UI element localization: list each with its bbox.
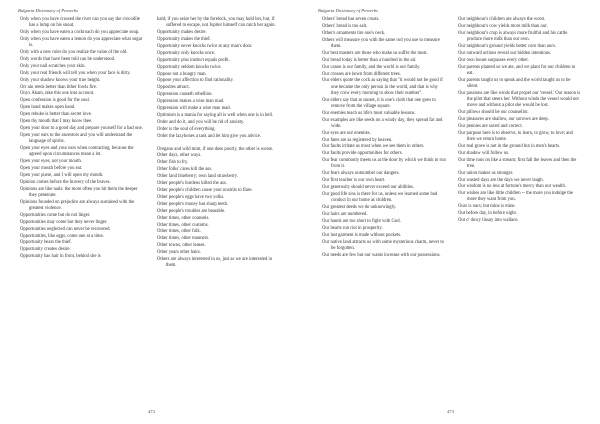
proverb-entry: Our union makes us stronger.	[458, 170, 514, 176]
proverb-entry: Out before day, in before night.	[458, 211, 517, 217]
proverb-entry: Our good life sins is there for us, unless we learned some bad conduct in our home as children.	[322, 192, 438, 204]
proverb-entry: Other people's eggs have two yolks.	[157, 194, 225, 200]
proverb-entry: Other people's burdens killed the ass.	[157, 181, 227, 187]
proverb-entry: Open your eyes and your ears when contracting, because the agreed upon circumstances mean a lot.	[20, 145, 134, 158]
proverb-entry: Oppression causeth rebellion.	[157, 92, 213, 98]
running-head: Bulgaria Dictionary of Proverbs	[18, 8, 78, 13]
proverb-entry: Our elders say that at sunset, it is one's cloth that one goes to remove from the village square.	[322, 97, 436, 109]
proverb-entry: Our hairs are numbered.	[322, 212, 368, 218]
proverb-entry: Opportunity makes the thief.	[157, 36, 211, 42]
proverb-entry: Only when you have eaten a cockroach do you appreciate soup.	[20, 30, 140, 36]
proverb-entry: Only words that have been told can be understood.	[20, 56, 116, 62]
proverb-entry: Open rebuke is better than secret love.	[20, 112, 92, 118]
proverb-entry: Our wishes are like little children -- the more you indulge the more they want from you.	[458, 191, 573, 203]
proverb-entry: Open your mouth before you eat.	[20, 165, 83, 171]
proverb-entry: Our pleasures are shallow, our sorrows are deep.	[458, 116, 549, 122]
proverb-entry: Our elders quote the cock as saying that "it would not be good if one became the only person in the world, and that is why they crow every morning to show their number".	[322, 78, 443, 96]
proverb-entry: Our own house surpasses every other.	[458, 57, 529, 63]
proverb-entry: Open thy mouth that I may know thee.	[20, 119, 93, 125]
proverb-entry: Our parents taught us to speak and the world taught us to be silent.	[458, 77, 571, 89]
proverb-entry: Only when you have crossed the river can you say the crocodile has a lump on his snout.	[20, 17, 140, 29]
proverb-entry: Open your eyes, not your mouth.	[20, 159, 82, 165]
proverb-entry: Optimism is a mania for saying all is well when one is in hell.	[157, 112, 274, 118]
proverb-entry: Our passions are like winds that propel our 'vessel.' Our reason is the pilot that steers her. Without winds the vessel would not move and without a pilot she would be lost.	[458, 90, 581, 109]
proverb-entry: Open your ears to the ancestors and you will understand the language of spirits.	[20, 132, 133, 145]
left-page-column-2	[157, 17, 281, 270]
proverb-entry: Our shadow will follow us.	[458, 150, 510, 156]
proverb-entry: Oppose your affection to find rationality.	[157, 78, 234, 84]
proverb-entry: Oppression will make a wise man mad.	[157, 106, 231, 112]
proverb-entry: Our native land attracts us with some mysterious charm, never to be forgotten.	[322, 239, 444, 251]
proverb-entry: Opinion comes before the bravery of the braves.	[20, 179, 111, 185]
proverb-entry: Our enemies teach us life's most valuable lessons.	[322, 110, 416, 116]
proverb-entry: Our pillows should be our counsellor.	[458, 109, 529, 115]
right-page-column-2	[458, 17, 582, 225]
proverb-entry: Oppression makes a wise man mad.	[157, 99, 225, 105]
proverb-entry: Only your real friends will tell you when your face is dirty.	[20, 70, 131, 76]
proverb-entry: Our parents planted so we ate, and we plant for our children to eat.	[458, 64, 576, 76]
proverb-entry: Onyx Akam, take this one into account.	[20, 91, 95, 97]
proverb-entry: Opportunity never knocks twice at any man's door.	[157, 43, 253, 49]
proverb-entry: Our wisdom is no less at fortune's mercy than our wealth.	[458, 184, 566, 190]
page-number: 473	[148, 409, 155, 414]
proverb-entry: Opportunities neglected can never be recovered.	[20, 226, 111, 232]
proverb-entry: Our greatest deeds we do unknowingly.	[322, 205, 397, 211]
proverb-entry: Other folks' cares kill the ass.	[157, 167, 213, 173]
proverb-entry: Our examples are like seeds on a windy day, they spread far and wide.	[322, 117, 443, 129]
proverb-entry: Our hearts run riot in prosperity.	[322, 225, 383, 231]
proverb-entry: Other people's troubles are bearable.	[157, 208, 226, 214]
proverb-entry: Opportunity has hair in front, behind she is	[20, 254, 101, 260]
proverb-entry: Open hand makes open hand.	[20, 105, 76, 111]
proverb-entry: Opinions are like nails: the more often you hit them the deeper they penetrate.	[20, 186, 138, 198]
page-number: 473	[447, 409, 454, 414]
proverb-entry: Other people's money has sharp teeth.	[157, 201, 229, 207]
proverb-entry: Our wasted days are the days we never laugh.	[458, 177, 544, 183]
proverb-entry: Our fears always outnumber our dangers.	[322, 171, 400, 177]
proverb-entry: Other people's children cause your nostrils to flare.	[157, 188, 253, 193]
proverb-entry: Our neighbour's ground yields better corn than ours.	[458, 43, 556, 49]
proverb-entry: Opinions founded on prejudice are always sustained with the greatest violence.	[20, 199, 135, 211]
proverb-entry: Other years other hairs.	[157, 250, 201, 256]
proverb-entry: Only your shadow knows your true height.	[20, 77, 101, 83]
proverb-entry: Our bread today is better than a hundred in the air.	[322, 57, 417, 63]
proverb-entry: Our best masters are those who make us suffer the most.	[322, 50, 428, 56]
proverb-entry: Our eyes are our enemies.	[322, 130, 371, 136]
proverb-entry: Opportunity makes desire.	[157, 30, 207, 36]
proverb-entry: Other times, other manners.	[157, 236, 210, 242]
proverb-entry: Open your purse, and I will open my mouth.	[20, 172, 104, 178]
proverb-entry: Other's ornaments tire one's neck.	[322, 30, 386, 36]
proverb-entry: Open confession is good for the soul.	[20, 98, 90, 104]
proverb-entry: Our last garment is made without pockets.	[322, 232, 402, 238]
proverb-entry: Open your door to a good day and prepare yourself for a bad one.	[20, 126, 143, 131]
proverb-entry: Opportunity only knocks once.	[157, 50, 216, 56]
proverb-entry: Oppose not a hungry man.	[157, 71, 207, 77]
proverb-entry: Our fear commonly meets us at the door by which we think to run from it.	[322, 158, 446, 170]
proverb-entry: Our fates are as registered by heaven.	[322, 137, 393, 143]
proverb-entry: Our real grave is not in the ground but in men's hearts.	[458, 143, 561, 149]
proverb-entry: Only your nail scratches your skin.	[20, 63, 86, 69]
proverb-entry: Others' bread has seven crusts.	[322, 17, 380, 22]
proverb-entry: Opportunity bears the thief.	[20, 240, 72, 246]
running-head: Bulgaria Dictionary of Proverbs	[318, 8, 378, 13]
proverb-entry: Out o' dowy linsay into wallace.	[458, 218, 519, 224]
proverb-entry: Our generosity should never exceed our abilities.	[322, 185, 415, 191]
proverb-entry: Order and do it, and you will be rid of anxiety.	[157, 119, 245, 125]
proverb-entry: Orr ain reeds better than lither fowls fire.	[20, 84, 98, 90]
proverb-entry: Others' bread is too salt.	[322, 23, 368, 29]
proverb-entry: Opportunities may come but they never linger.	[20, 219, 108, 225]
proverb-entry: Our neighbour's cow yields more milk than our.	[458, 23, 548, 29]
proverb-entry: bald; if you seize her by the forelock, you may hold her, but, if suffered to escape, not Jupiter himself can catch her again.	[157, 17, 276, 29]
proverb-entry: Ours is ours; but mine is mine.	[458, 204, 516, 210]
proverb-entry: Others will measure you with the same rod you use to measure them.	[322, 37, 440, 49]
proverb-entry: Other fish to fry.	[157, 160, 189, 166]
right-page-column-1	[322, 17, 446, 260]
proverb-entry: Other towns, other leases.	[157, 243, 206, 249]
proverb-entry: Other times, other customs.	[157, 222, 209, 228]
proverb-entry: Our canoe is our family, and the world is our family.	[322, 64, 421, 70]
proverb-entry: Our faults provide opportunities for others.	[322, 151, 403, 157]
proverb-entry: Others are always interested in us, just as we are interested in them.	[157, 257, 273, 269]
proverb-entry: Other times, other counsels.	[157, 215, 210, 221]
proverb-entry: Our hands are too short to fight with God.	[322, 218, 401, 224]
proverb-entry: Our needs are few but our wants increase with our possessions.	[322, 252, 441, 258]
proverb-entry: Our time runs on like a stream; first fall the leaves and then the tree.	[458, 157, 577, 169]
proverb-entry: Opposites attract.	[157, 85, 190, 91]
proverb-entry: Opportunity seldom knocks twice.	[157, 64, 222, 70]
proverb-entry: Opportunity creates desire.	[20, 247, 71, 253]
proverb-entry: Order the lazybones a task and let him give you advice.	[157, 133, 262, 139]
proverb-entry: Opportunities, like eggs, come one at a time.	[20, 233, 104, 239]
left-page-column-1	[20, 17, 144, 261]
proverb-entry: Our crosses are hewn from different trees.	[322, 71, 401, 77]
proverb-entry: Oregano and wild mint, if one does poorly, the other is worse.	[157, 146, 274, 152]
proverb-entry: Our outward actions reveal our hidden intentions.	[458, 50, 552, 56]
proverb-entry: Other days, other ways.	[157, 153, 202, 159]
proverb-entry: Our neighbour's crop is always more fruitful and his cattle produce more milk than our own.	[458, 30, 568, 42]
proverb-entry: Opportunity plus instinct equals profit.	[157, 57, 230, 63]
proverb-entry: Our neighbour's children are always the worst.	[458, 17, 546, 22]
proverb-entry: Only with a new ruler do you realize the value of the old.	[20, 50, 128, 56]
proverb-entry: Other land blueberry; own land strawberry.	[157, 174, 238, 180]
right-page	[300, 0, 600, 424]
proverb-entry: Our pennies are saved and correct.	[458, 123, 523, 129]
proverb-entry: Order is the soul of everything.	[157, 126, 216, 132]
proverb-entry: Our purpose here is to observe, to learn, to grow, to love; and then we return home.	[458, 130, 573, 142]
proverb-entry: Our faults irritate us most when we see them in others.	[322, 144, 425, 150]
proverb-entry: Other times, other folk.	[157, 229, 201, 235]
proverb-entry: Only when you have eaten a lemon do you appreciate what sugar is.	[20, 36, 143, 49]
proverb-entry: Our first teacher is our own heart.	[322, 178, 386, 184]
proverb-entry: Opportunities come but do not linger.	[20, 212, 91, 218]
